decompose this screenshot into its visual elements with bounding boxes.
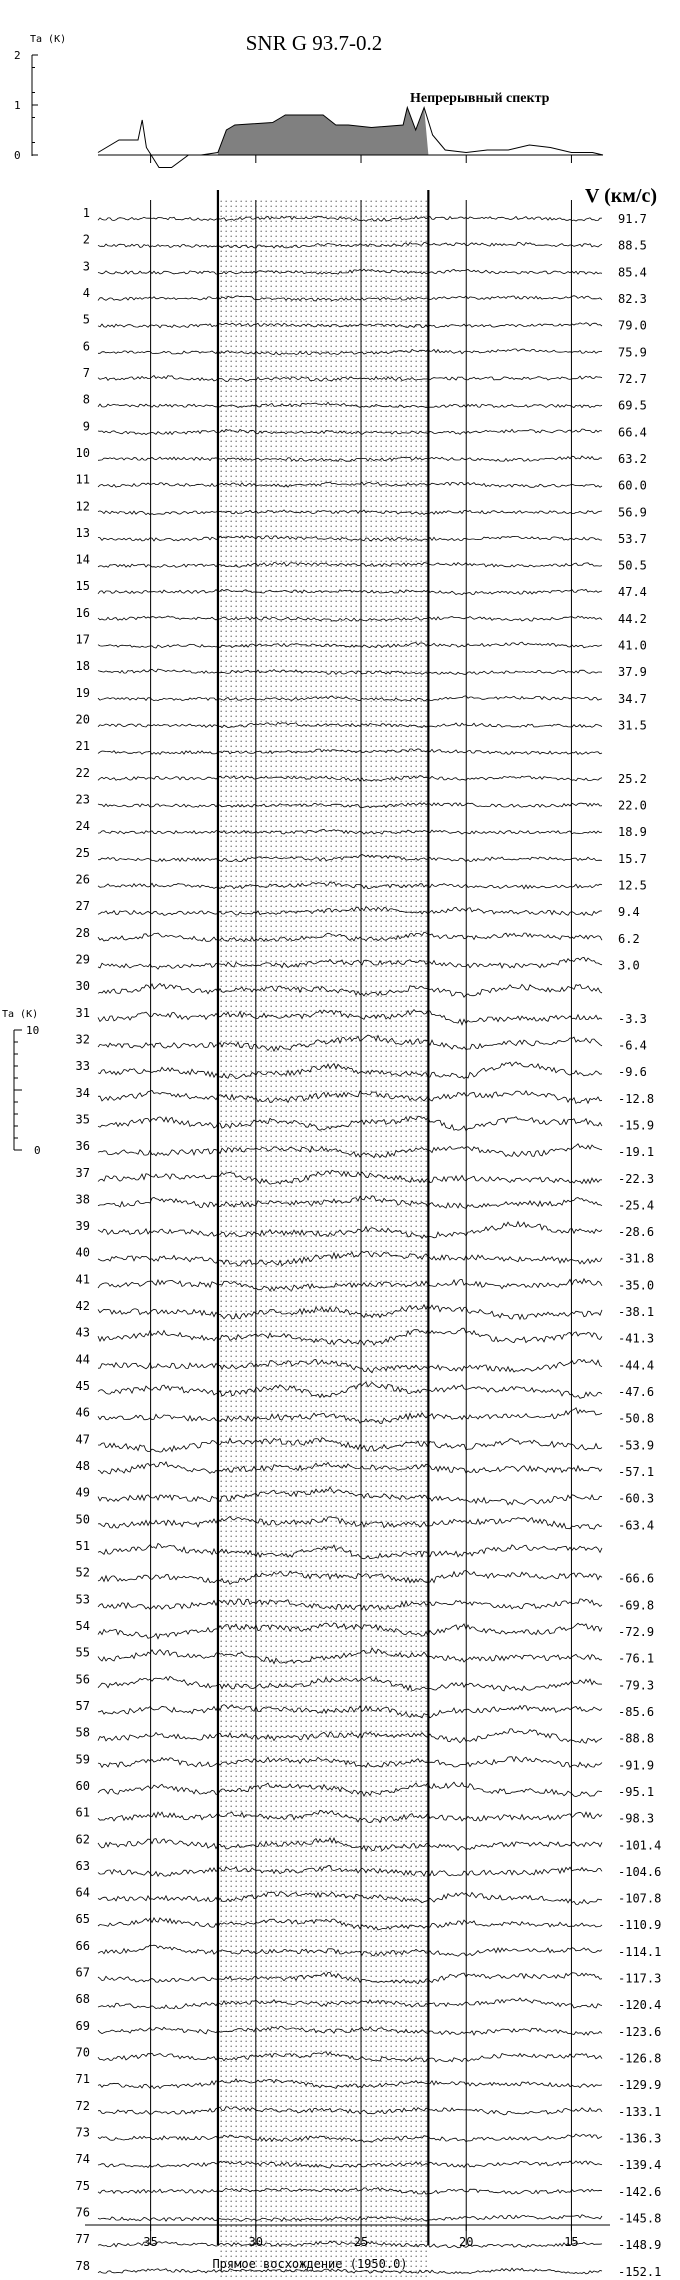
velocity-label: 41.0 — [618, 638, 647, 653]
velocity-label: -47.6 — [618, 1385, 655, 1399]
channel-number: 73 — [75, 2125, 90, 2140]
channel-number: 31 — [75, 1005, 90, 1020]
velocity-label: -145.8 — [618, 2211, 662, 2226]
velocity-label: 82.3 — [618, 292, 647, 306]
channel-number: 64 — [75, 1885, 90, 1900]
continuum-y-tick-label: 0 — [14, 149, 21, 162]
velocity-label: -25.4 — [618, 1198, 655, 1213]
channel-number: 35 — [75, 1112, 90, 1127]
x-tick-label: 25 — [353, 2235, 369, 2249]
velocity-label: -9.6 — [618, 1065, 647, 1080]
velocity-label: -72.9 — [618, 1625, 655, 1639]
channel-number: 45 — [75, 1379, 90, 1393]
channel-number: 25 — [75, 845, 90, 860]
velocity-label: 50.5 — [618, 558, 647, 573]
channel-number: 70 — [75, 2045, 90, 2060]
channel-number: 67 — [75, 1965, 90, 1980]
channel-number: 61 — [75, 1805, 90, 1820]
channel-number: 34 — [75, 1085, 90, 1100]
channel-number: 21 — [75, 739, 90, 754]
continuum-y-tick-label: 2 — [14, 49, 21, 62]
channel-number: 5 — [82, 312, 90, 327]
channel-number: 72 — [75, 2098, 90, 2113]
velocity-label: -31.8 — [618, 1251, 655, 1266]
velocity-label: 79.0 — [618, 318, 647, 333]
velocity-label: -110.9 — [618, 1918, 662, 1933]
velocity-label: -152.1 — [618, 2264, 662, 2279]
channel-number: 4 — [82, 286, 90, 300]
velocity-label: 12.5 — [618, 878, 647, 893]
velocity-label: -3.3 — [618, 1011, 647, 1026]
x-axis-label: Прямое восхождение (1950.0) — [212, 2257, 408, 2271]
velocity-label: -6.4 — [618, 1038, 647, 1053]
velocity-label: -35.0 — [618, 1278, 655, 1293]
profile-scale-bar — [2, 1009, 41, 1157]
velocity-label: -133.1 — [618, 2104, 662, 2119]
channel-number: 20 — [75, 712, 90, 727]
channel-number: 66 — [75, 1938, 90, 1953]
velocity-label: 53.7 — [618, 531, 647, 546]
velocity-label: -15.9 — [618, 1118, 655, 1133]
velocity-label: -129.9 — [618, 2078, 662, 2093]
channel-number: 2 — [82, 232, 90, 247]
x-tick-label: 30 — [248, 2235, 264, 2249]
channel-number: 62 — [75, 1832, 90, 1847]
channel-number: 28 — [75, 925, 90, 940]
channel-number: 29 — [75, 952, 90, 967]
velocity-label: -98.3 — [618, 1811, 655, 1826]
channel-number: 74 — [75, 2152, 90, 2167]
channel-number: 27 — [75, 899, 90, 914]
channel-number: 36 — [75, 1139, 90, 1154]
x-tick-label: 35 — [143, 2235, 158, 2249]
channel-number: 47 — [75, 1432, 90, 1447]
velocity-label: -76.1 — [618, 1651, 655, 1666]
channel-number: 16 — [75, 605, 90, 620]
channel-number: 54 — [75, 1619, 90, 1633]
channel-number: 44 — [75, 1352, 90, 1367]
velocity-label: -139.4 — [618, 2158, 662, 2173]
channel-number: 57 — [75, 1699, 90, 1713]
channel-number: 78 — [75, 2258, 90, 2273]
velocity-label: -57.1 — [618, 1465, 655, 1479]
channel-number: 8 — [82, 392, 90, 407]
velocity-label: 37.9 — [618, 665, 647, 680]
channel-number: 37 — [75, 1165, 90, 1180]
channel-number: 40 — [75, 1245, 90, 1260]
velocity-label: -19.1 — [618, 1145, 655, 1160]
channel-number: 18 — [75, 659, 90, 674]
channel-number: 3 — [82, 259, 90, 274]
velocity-label: -136.3 — [618, 2131, 662, 2146]
velocity-label: 47.4 — [618, 585, 647, 600]
velocity-label: -88.8 — [618, 1731, 655, 1746]
continuum-y-tick-label: 1 — [14, 99, 21, 112]
channel-number: 50 — [75, 1512, 90, 1527]
channel-number: 12 — [75, 499, 90, 514]
channel-number: 59 — [75, 1752, 90, 1767]
velocity-label: 69.5 — [618, 398, 647, 413]
velocity-label: 56.9 — [618, 505, 647, 520]
velocity-label: -63.4 — [618, 1518, 655, 1533]
velocity-label: 6.2 — [618, 931, 640, 946]
channel-number: 6 — [82, 339, 90, 354]
profile-scale-ticks — [14, 1024, 41, 1157]
continuum-y-ticks — [14, 49, 38, 162]
velocity-label: 60.0 — [618, 478, 647, 493]
velocity-label: -79.3 — [618, 1678, 655, 1693]
channel-number: 69 — [75, 2018, 90, 2033]
channel-number: 65 — [75, 1912, 90, 1927]
channel-number: 63 — [75, 1858, 90, 1873]
chart-title: SNR G 93.7-0.2 — [245, 31, 383, 55]
channel-number: 9 — [82, 419, 90, 434]
channel-number: 75 — [75, 2178, 90, 2193]
velocity-label: 31.5 — [618, 718, 647, 733]
velocity-label: 72.7 — [618, 372, 647, 386]
channel-numbers — [76, 206, 90, 2273]
channel-number: 52 — [75, 1565, 90, 1580]
source-region-shading — [218, 200, 428, 2278]
channel-number: 77 — [75, 2232, 90, 2247]
velocity-label: 75.9 — [618, 345, 647, 360]
velocity-label: 9.4 — [618, 905, 640, 920]
velocity-label: 3.0 — [618, 958, 640, 973]
velocity-label: -142.6 — [618, 2184, 662, 2199]
channel-number: 11 — [75, 472, 90, 487]
profile-scale-y-label: Ta (K) — [2, 1009, 39, 1020]
channel-number: 42 — [75, 1299, 90, 1314]
channel-number: 46 — [75, 1405, 90, 1420]
channel-number: 32 — [75, 1032, 90, 1047]
channel-number: 68 — [75, 1992, 90, 2007]
velocity-label: -107.8 — [618, 1891, 662, 1906]
profile-scale-tick-label: 0 — [34, 1144, 41, 1157]
velocity-label: 18.9 — [618, 825, 647, 840]
channel-number: 48 — [75, 1459, 90, 1473]
velocity-label: -117.3 — [618, 1971, 662, 1986]
velocity-label: -126.8 — [618, 2051, 662, 2066]
velocity-label: 34.7 — [618, 691, 647, 706]
channel-number: 23 — [75, 792, 90, 807]
channel-number: 43 — [75, 1325, 90, 1340]
channel-number: 30 — [75, 979, 90, 994]
velocity-header: V (км/с) — [585, 185, 657, 207]
velocity-label: 44.2 — [618, 611, 647, 626]
velocity-label: 88.5 — [618, 238, 647, 253]
velocity-label: -28.6 — [618, 1225, 655, 1240]
channel-number: 24 — [75, 819, 90, 834]
velocity-label: -41.3 — [618, 1331, 655, 1346]
channel-number: 33 — [75, 1059, 90, 1074]
channel-number: 13 — [75, 525, 90, 540]
channel-number: 49 — [75, 1485, 90, 1500]
channel-number: 56 — [75, 1672, 90, 1687]
velocity-label: -148.9 — [618, 2238, 662, 2253]
velocity-label: -91.9 — [618, 1758, 655, 1773]
x-tick-label: 15 — [564, 2235, 579, 2249]
channel-number: 51 — [75, 1539, 90, 1553]
velocity-labels — [618, 212, 661, 2279]
channel-number: 53 — [75, 1592, 90, 1607]
velocity-label: 25.2 — [618, 771, 647, 786]
velocity-label: -12.8 — [618, 1091, 655, 1106]
x-tick-label: 20 — [459, 2235, 474, 2249]
ra-reference-lines — [151, 190, 572, 2245]
channel-number: 60 — [75, 1778, 90, 1793]
channel-number: 22 — [75, 765, 90, 780]
velocity-label: 85.4 — [618, 265, 647, 280]
velocity-label: -22.3 — [618, 1171, 655, 1186]
channel-number: 17 — [75, 632, 90, 647]
velocity-label: -120.4 — [618, 1998, 662, 2013]
velocity-label: -85.6 — [618, 1705, 655, 1719]
channel-number: 26 — [75, 872, 90, 887]
velocity-label: -69.8 — [618, 1598, 655, 1613]
velocity-label: -50.8 — [618, 1411, 655, 1426]
continuum-x-ticks — [151, 155, 572, 163]
velocity-label: -114.1 — [618, 1944, 662, 1959]
velocity-label: -44.4 — [618, 1358, 655, 1373]
channel-number: 10 — [75, 445, 90, 460]
channel-number: 76 — [75, 2205, 90, 2220]
velocity-label: -60.3 — [618, 1491, 655, 1506]
velocity-label: -66.6 — [618, 1571, 655, 1586]
channel-number: 39 — [75, 1219, 90, 1234]
continuum-y-axis-label: Ta (K) — [30, 34, 67, 45]
channel-number: 19 — [75, 685, 90, 700]
velocity-label: -101.4 — [618, 1838, 662, 1853]
velocity-label: -104.6 — [618, 1864, 662, 1879]
profile-scale-tick-label: 10 — [26, 1024, 40, 1037]
velocity-label: 66.4 — [618, 425, 647, 440]
velocity-label: 63.2 — [618, 451, 647, 466]
velocity-label: -123.6 — [618, 2024, 662, 2039]
velocity-label: 15.7 — [618, 851, 647, 866]
channel-number: 71 — [75, 2072, 90, 2087]
velocity-label: 22.0 — [618, 798, 647, 813]
channel-number: 15 — [75, 579, 90, 594]
channel-number: 41 — [75, 1272, 90, 1287]
velocity-label: -95.1 — [618, 1784, 655, 1799]
channel-number: 1 — [82, 206, 90, 220]
channel-number: 55 — [75, 1645, 90, 1660]
channel-number: 38 — [75, 1192, 90, 1207]
channel-number: 58 — [75, 1725, 90, 1740]
continuum-label: Непрерывный спектр — [410, 91, 550, 106]
channel-number: 14 — [75, 552, 90, 567]
velocity-label: -38.1 — [618, 1305, 655, 1320]
velocity-label: -53.9 — [618, 1438, 655, 1453]
velocity-label: 91.7 — [618, 212, 647, 226]
channel-number: 7 — [82, 366, 90, 380]
